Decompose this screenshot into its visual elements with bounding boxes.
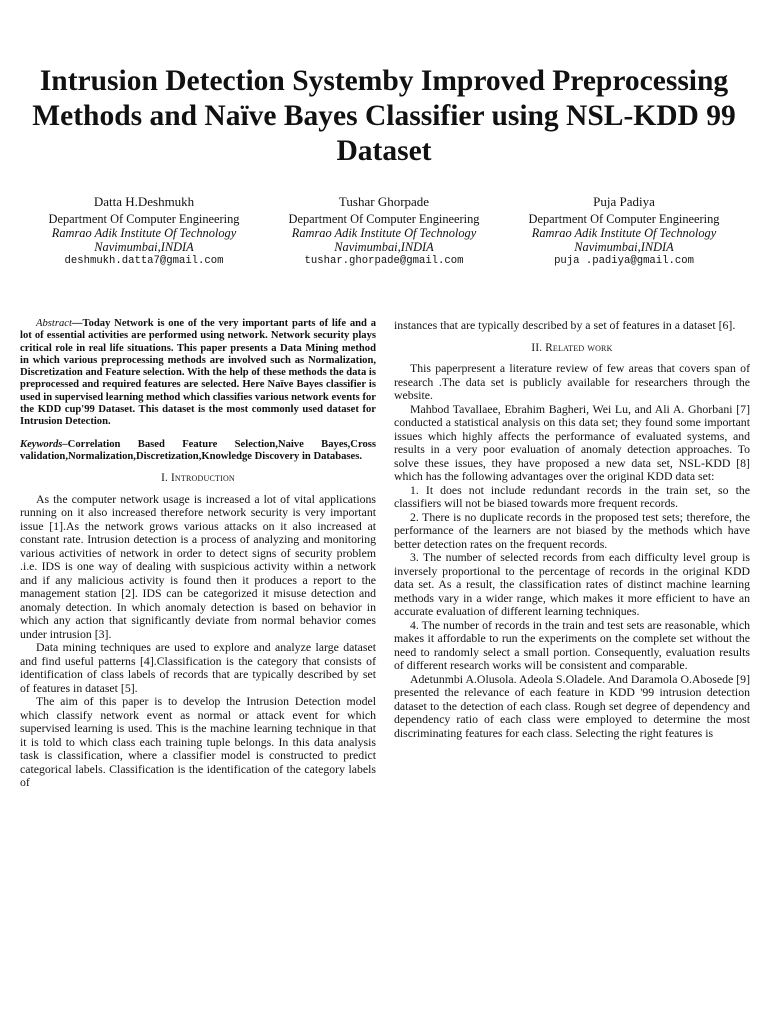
abstract: [20, 318, 376, 429]
author-institute: Ramrao Adik Institute Of Technology: [531, 226, 717, 240]
author-block: [24, 195, 744, 268]
section-heading-introduction: I. Introduction: [161, 472, 235, 485]
author-dept: Department Of Computer Engineering: [288, 212, 480, 226]
author-card: [24, 195, 264, 268]
paragraph: Adetunmbi A.Olusola. Adeola S.Oladele. And Daramola O.Abosede [9] presented the relevance of each feature in KDD '99 intrusion detection dataset to the detection of each class. Rough set degree of dependency and dependency ratio of each class were employed to determine the most discriminating features for each class. Selecting the right features is: [394, 671, 750, 740]
paragraph: Mahbod Tavallaee, Ebrahim Bagheri, Wei Lu, and Ali A. Ghorbani [7] conducted a statistical analysis on this data set; they found some important issues which highly affects the performance of evaluated systems, and results in a very poor evaluation of anomaly detection approaches. To solve these issues, they have proposed a new data set, NSL-KDD [8] which has the following advantages over the original KDD data set:: [394, 401, 750, 483]
author-email[interactable]: deshmukh.datta7@gmail.com: [64, 255, 224, 267]
list-item: 2. There is no duplicate records in the proposed test sets; therefore, the performance of the learners are not biased by the methods which have better detection rates on the frequent records.: [394, 509, 750, 551]
left-column: [20, 318, 376, 790]
abstract-lead: Abstract: [36, 318, 72, 329]
list-item: 3. The number of selected records from each difficulty level group is inversely proportional to the percentage of records in the original KDD data set. As a result, the classification rates of distinct machine learning methods vary in a wider range, which makes it more efficient to have an accurate evaluation of different learning techniques.: [394, 550, 750, 618]
author-institute: Ramrao Adik Institute Of Technology: [51, 226, 237, 240]
keywords-body: Correlation Based Feature Selection,Naive Bayes,Cross validation,Normalization,Discretization,Knowledge Discovery in Databases.: [20, 438, 376, 462]
right-column: [394, 319, 750, 740]
author-name: Datta H.Deshmukh: [93, 194, 195, 209]
author-location: Navimumbai,INDIA: [94, 240, 194, 254]
author-location: Navimumbai,INDIA: [334, 240, 434, 254]
author-name: Tushar Ghorpade: [338, 194, 430, 209]
author-name: Puja Padiya: [593, 194, 655, 209]
author-card: [504, 195, 744, 268]
paragraph: Data mining techniques are used to explore and analyze large dataset and find useful patterns [4].Classification is the category that consists of identification of class labels of records that are typically described by set of features in dataset [5].: [20, 640, 376, 695]
author-institute: Ramrao Adik Institute Of Technology: [291, 226, 477, 240]
paper-title: Intrusion Detection Systemby Improved Preprocessing Methods and Naïve Bayes Classifier using NSL-KDD 99 Dataset: [32, 65, 736, 167]
paragraph-continuation: instances that are typically described by a set of features in a dataset [6].: [394, 318, 736, 332]
paragraph: This paperpresent a literature review of few areas that covers span of research .The data set is publicly available for researchers through the website.: [394, 361, 750, 402]
keywords: [20, 439, 376, 464]
list-item: 4. The number of records in the train and test sets are reasonable, which makes it affordable to run the experiments on the complete set without the need to randomly select a small portion. Consequently, evaluation results of different research works will be consistent and comparable.: [394, 617, 750, 672]
author-card: [264, 195, 504, 268]
author-dept: Department Of Computer Engineering: [528, 212, 720, 226]
section-heading-related-work: II. Related work: [531, 341, 613, 354]
paragraph: The aim of this paper is to develop the Intrusion Detection model which classify network event as normal or attack event for which supervised learning is used. This is the machine learning technique in that it is told to which class each training tuple belongs. In this data analysis task is classification, where a classifier model is constructed to predict categorical labels. Classification is the identification of the category labels of: [20, 694, 376, 790]
abstract-body: —Today Network is one of the very important parts of life and a lot of essential activities are performed using network. Network security plays critical role in real life situations. This paper presents a Data Mining method in which various preprocessing methods are involved such as Normalization, Discretization and Feature selection. With the help of these methods the data is preprocessed and required features are selected. Here Naïve Bayes classifier is used in supervised learning method which classifies various network events for the KDD cup'99 Dataset. This dataset is the most commonly used dataset for Intrusion Detection.: [20, 318, 376, 428]
author-email[interactable]: tushar.ghorpade@gmail.com: [304, 255, 464, 267]
author-dept: Department Of Computer Engineering: [48, 212, 240, 226]
author-location: Navimumbai,INDIA: [574, 240, 674, 254]
list-item: 1. It does not include redundant records in the train set, so the classifiers will not be biased towards more frequent records.: [394, 482, 750, 510]
keywords-lead: Keywords–: [20, 438, 68, 450]
author-email[interactable]: puja .padiya@gmail.com: [554, 255, 694, 267]
paragraph: As the computer network usage is increased a lot of vital applications running on it also increased therefore network security is very important issue [1].As the network grows various attacks on it also increased at constant rate. Intrusion detection is a process of analyzing and monitoring various activities of network in order to detect signs of security problem .i.e. IDS is one way of dealing with suspicious activity within a network and if any malicious activity is found then it produces a report to the management station [2]. IDS can be categorized it misuse detection and anomaly detection. In which anomaly detection is based on behavior in which any action that significantly deviate from normal behavior comes under intrusion [3].: [20, 491, 376, 641]
